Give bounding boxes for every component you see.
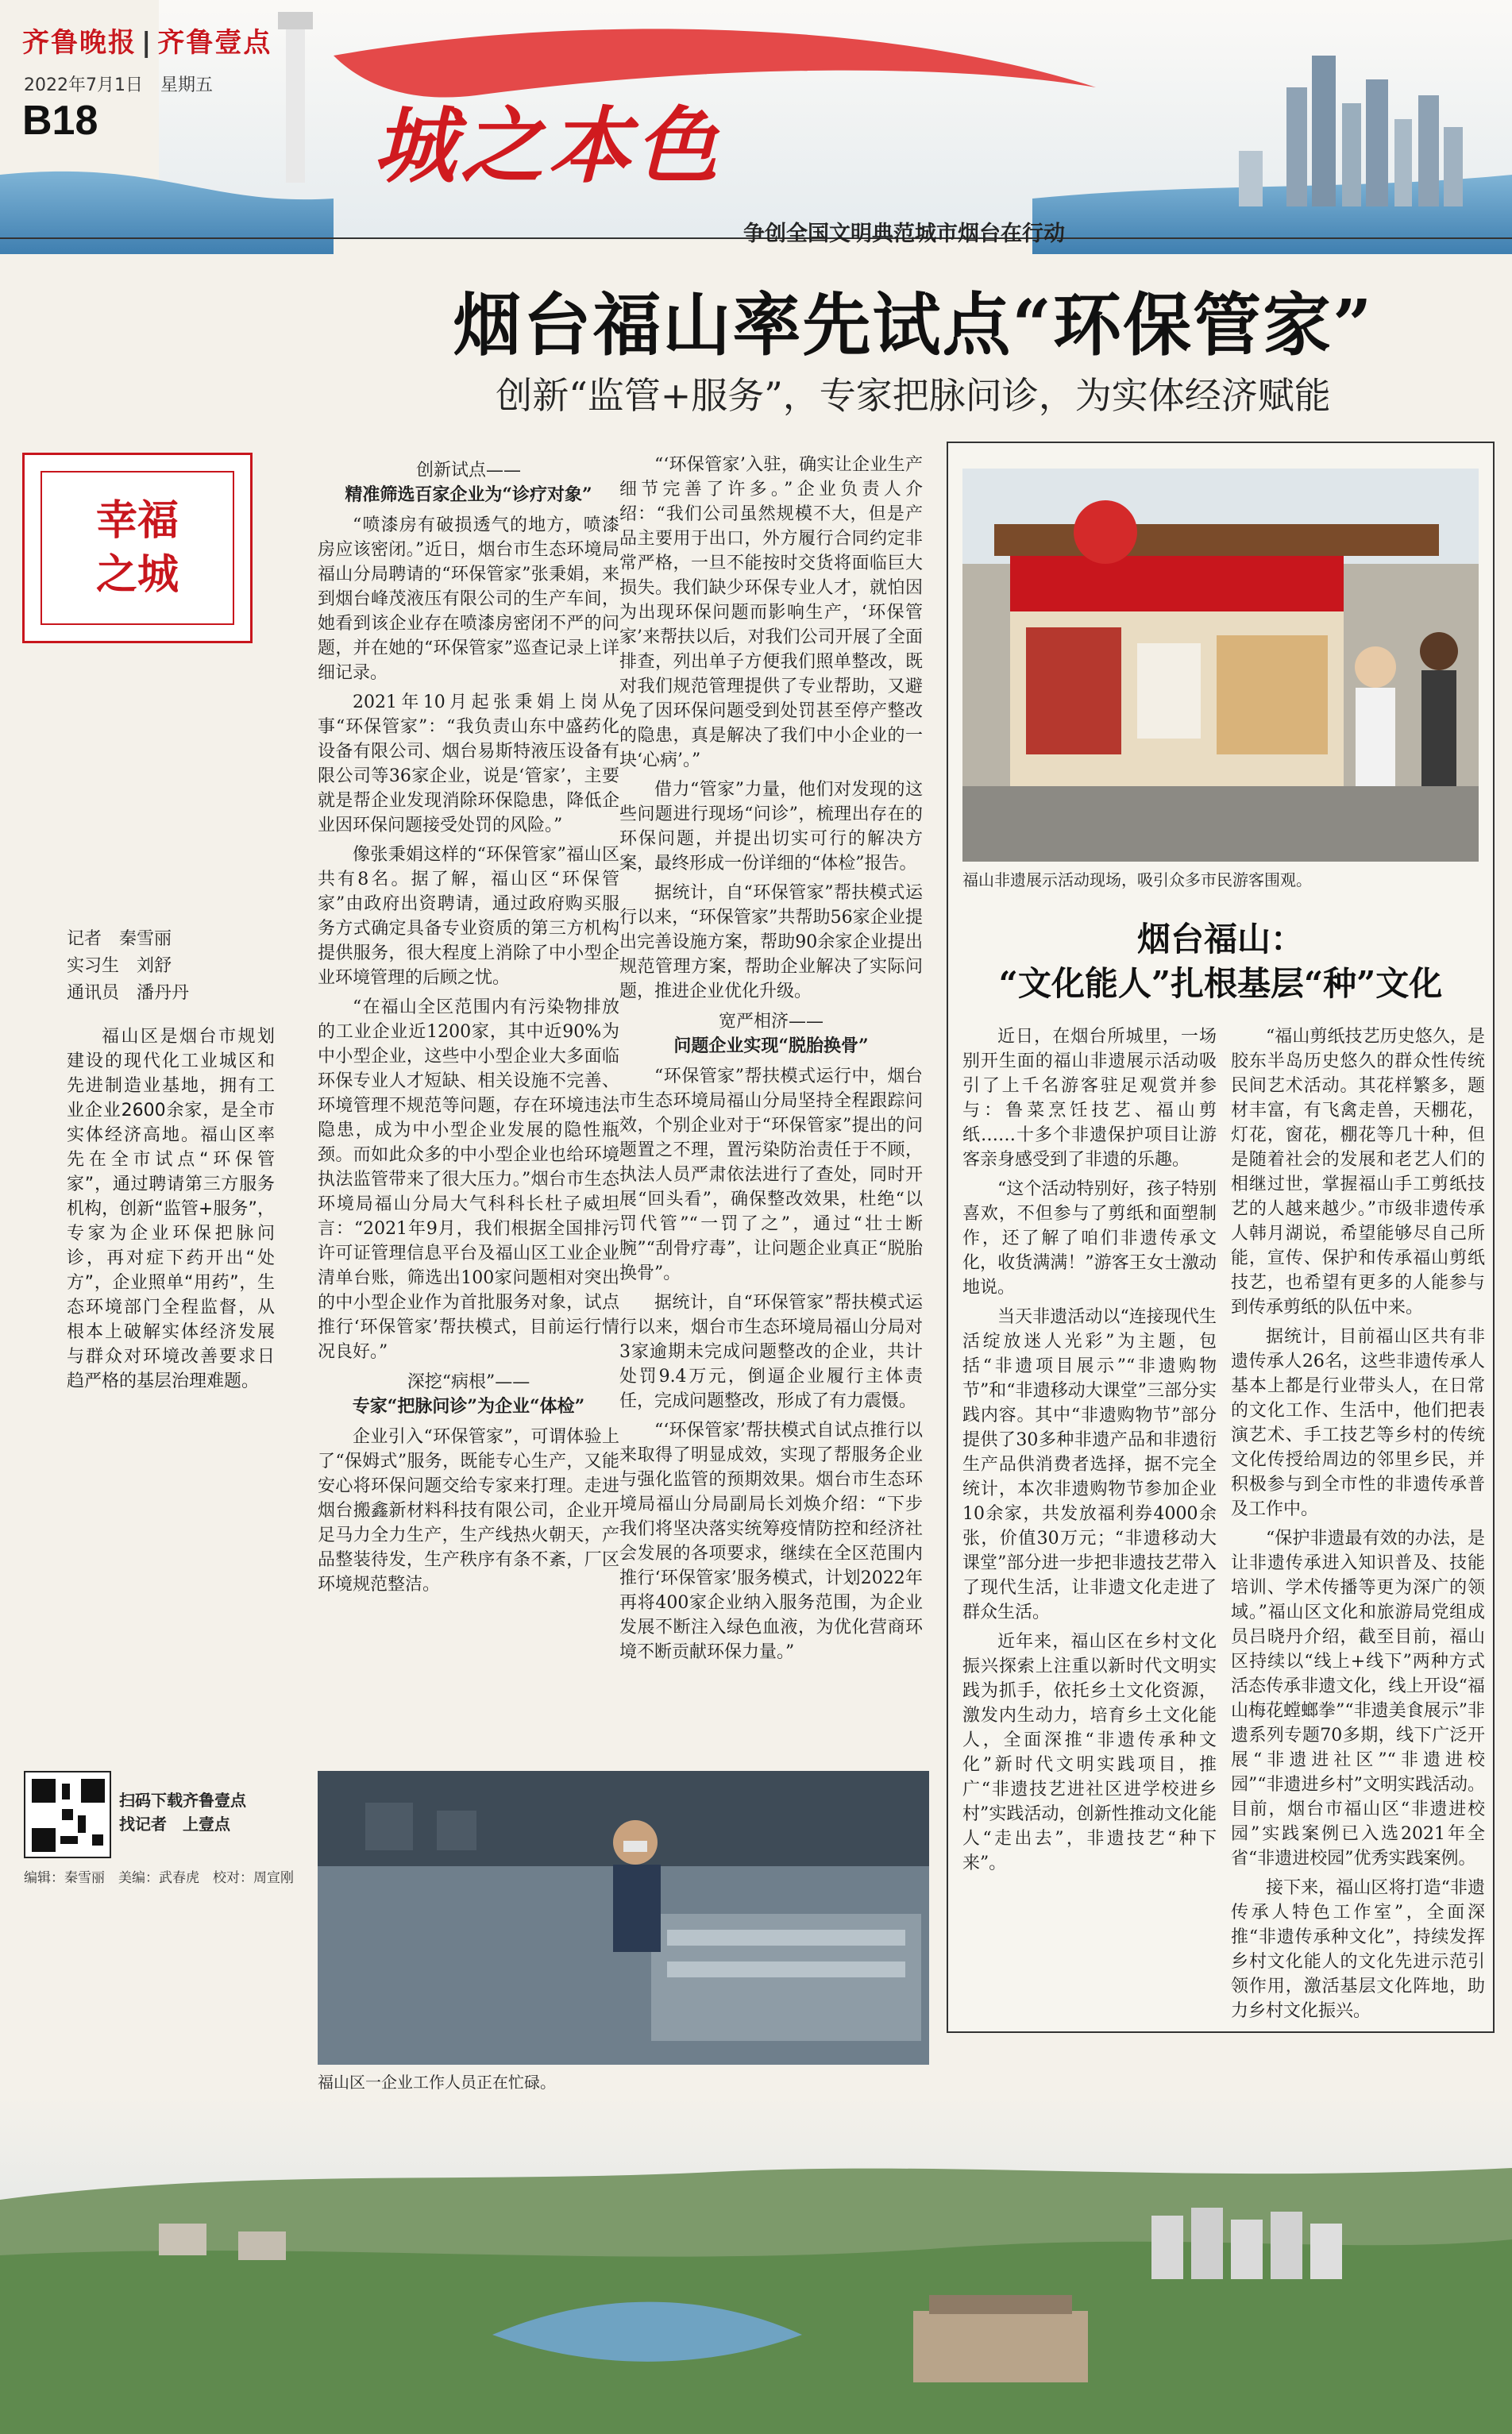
paragraph: “环保管家”帮扶模式运行中，烟台市生态环境局福山分局坚持全程跟踪问效，个别企业对于“环保管家”提出的问题置之不理，置污染防治责任于不顾，执法人员严肃依法进行了查处，同时开展“回头看”，确保整改效果，杜绝“以罚代管”“一罚了之”，通过“壮士断腕”“刮骨疗毒”，让问题企业真正“脱胎换骨”。 [619, 1067, 923, 1283]
section-kicker: 深挖“病根”—— [407, 1372, 530, 1392]
paragraph: 企业引入“环保管家”，可谓体验上了“保姆式”服务，既能专心生产，又能安心将环保问题交给专家来打理。走进烟台搬鑫新材料科技有限公司，企业开足马力全力生产，生产线热火朝天，产品整装待发，生产秩序有条不紊，厂区环境规范整洁。 [318, 1427, 619, 1595]
section-subtitle: 争创全国文明典范城市烟台在行动 [743, 222, 1065, 246]
brand-left: 齐鲁晚报 [22, 27, 137, 59]
qr-line-2: 找记者 上壹点 [119, 1815, 230, 1834]
heritage-photo-caption: 福山非遗展示活动现场，吸引众多市民游客围观。 [962, 870, 1312, 889]
paragraph: “在福山全区范围内有污染物排放的工业企业近1200家，其中近90%为中小型企业，这些中小型企业大多面临环保专业人才短缺、相关设施不完善、环境管理不规范等问题，存在环境违法隐患，成为中小型企业发展的隐性瓶颈。而如此众多的中小型企业也给环境执法监管带来了很大压力。”烟台市生态环境局福山分局大气科科长杜子威坦言：“2021年9月，我们根据全国排污许可证管理信息平台及福山区工业企业清单台账，筛选出100家问题相对突出的中小型企业作为首批服务对象，试点推行‘环保管家’帮扶模式，目前运行情况良好。” [318, 997, 619, 1362]
byline-reporter: 记者 秦雪丽 [67, 929, 172, 949]
section-title: 专家“把脉问诊”为企业“体检” [352, 1396, 585, 1417]
headline: 烟台福山率先试点“环保管家” [453, 285, 1374, 365]
brand-logo: 齐鲁晚报 | 齐鲁壹点 [22, 27, 272, 59]
byline [67, 926, 189, 1007]
paragraph: 像张秉娟这样的“环保管家”福山区共有8名。据了解，福山区“环保管家”由政府出资聘请，通过政府购买服务方式确定具备专业资质的第三方机构提供服务，很大程度上消除了中小型企业环境管理的后顾之忧。 [318, 845, 619, 988]
paragraph: “这个活动特别好，孩子特别喜欢，不但参与了剪纸和面塑制作，还了解了咱们非遗传承文化，收货满满！”游客王女士激动地说。 [962, 1179, 1217, 1298]
byline-intern: 实习生 刘舒 [67, 956, 172, 976]
paragraph: 据统计，目前福山区共有非遗传承人26名，这些非遗传承人基本上都是行业带头人，在日常的文化工作、生活中，他们把表演艺术、手工技艺等乡村的传统文化传授给周边的邻里乡民，并积极参与到全市性的非遗传承普及工作中。 [1231, 1327, 1485, 1519]
page-credits: 编辑：秦雪丽 美编：武春虎 校对：周宣刚 [24, 1870, 294, 1886]
section-title: 精准筛选百家企业为“诊疗对象” [345, 484, 592, 505]
subheadline: 创新“监管+服务”，专家把脉问诊，为实体经济赋能 [496, 374, 1331, 417]
qr-code[interactable] [24, 1771, 111, 1858]
section-kicker: 宽严相济—— [718, 1012, 824, 1032]
sidebar-story-title-line2: “文化能人”扎根基层“种”文化 [998, 964, 1443, 1003]
paragraph: “福山剪纸技艺历史悠久，是胶东半岛历史悠久的群众性传统民间艺术活动。其花样繁多，题材丰富，有飞禽走兽，天棚花，灯花，窗花，棚花等几十种，但是随着社会的发展和老艺人们的相继过世，掌握福山手工剪纸技艺的人越来越少。”市级非遗传承人韩月湖说，希望能够尽自己所能，宣传、保护和传承福山剪纸技艺，也希望有更多的人能参与到传承剪纸的队伍中来。 [1231, 1027, 1485, 1317]
section-heading-3 [619, 1010, 923, 1058]
article-column-2 [619, 453, 923, 1669]
paragraph: “喷漆房有破损透气的地方，喷漆房应该密闭。”近日，烟台市生态环境局福山分局聘请的“环保管家”张秉娟，来到烟台峰茂液压有限公司的生产车间，她看到该企业存在喷漆房密闭不严的问题，并在她的“环保管家”巡查记录上详细记录。 [318, 515, 619, 683]
intro-paragraph: 福山区是烟台市规划建设的现代化工业城区和先进制造业基地，拥有工业企业2600余家，是全市实体经济高地。福山区率先在全市试点“环保管家”，通过聘请第三方服务机构，创新“监管+服务”，专家为企业环保把脉问诊，再对症下药开出“处方”，企业照单“用药”，生态环境部门全程监督，从根本上破解实体经济发展与群众对环境改善要求日趋严格的基层治理难题。 [67, 1027, 275, 1391]
brand-right: 齐鲁壹点 [157, 27, 272, 59]
section-heading-1 [318, 459, 619, 507]
column-tag [22, 453, 253, 643]
paragraph: 借力“管家”力量，他们对发现的这些问题进行现场“问诊”，梳理出存在的环保问题，并提出切实可行的解决方案，最终形成一份详细的“体检”报告。 [619, 780, 923, 874]
column-tag-text: 幸福之城 [95, 496, 179, 599]
section-kicker: 创新试点—— [415, 461, 521, 480]
paragraph: 当天非遗活动以“连接现代生活绽放迷人光彩”为主题，包括“非遗项目展示”“非遗购物节”和“非遗移动大课堂”三部分实践内容。其中“非遗购物节”部分提供了30多种非遗产品和非遗衍生产品供消费者选择，据不完全统计，本次非遗购物节参加企业10余家，共发放福利券4000余张，价值30万元；“非遗移动大课堂”部分进一步把非遗技艺带入了现代生活，让非遗文化走进了群众生活。 [962, 1307, 1217, 1622]
article-column-1 [318, 453, 619, 1602]
paragraph: “保护非遗最有效的办法，是让非遗传承进入知识普及、技能培训、学术传播等更为深广的领域。”福山区文化和旅游局党组成员吕晓丹介绍，截至目前，福山区持续以“线上+线下”两种方式活态传承非遗文化，线上开设“福山梅花螳螂拳”“非遗美食展示”非遗系列专题70多期，线下广泛开展“非遗进社区”“非遗进校园”“非遗进乡村”文明实践活动。目前，烟台市福山区“非遗进校园”实践案例已入选2021年全省“非遗进校园”优秀实践案例。 [1231, 1529, 1485, 1869]
sidebar-column-1 [962, 1024, 1217, 1880]
paragraph: 据统计，自“环保管家”帮扶模式运行以来，“环保管家”共帮助56家企业提出完善设施方案，帮助90余家企业提出规范管理方案，帮助企业解决了实际问题，推进企业优化升级。 [619, 883, 923, 1001]
paragraph: “‘环保管家’帮扶模式自试点推行以来取得了明显成效，实现了帮服务企业与强化监管的预期效果。烟台市生态环境局福山分局副局长刘焕介绍：“下步我们将坚决落实统筹疫情防控和经济社会发展的各项要求，继续在全区范围内推行‘环保管家’服务模式，计划2022年再将400家企业纳入服务范围，为企业发展不断注入绿色血液，为优化营商环境不断贡献环保力量。” [619, 1421, 923, 1662]
masthead [0, 0, 1512, 278]
issue-date: 2022年7月1日 星期五 [24, 75, 213, 95]
qr-line-1: 扫码下载齐鲁壹点 [119, 1791, 246, 1810]
sidebar-column-2 [1231, 1024, 1485, 2028]
sidebar-story-title-line1: 烟台福山： [1136, 920, 1304, 959]
city-panorama-photo [0, 2096, 1512, 2434]
paragraph: 近年来，福山区在乡村文化振兴探索上注重以新时代文明实践为抓手，依托乡土文化资源，激发内生动力，培育乡土文化能人，全面深推“非遗传承种文化”新时代文明实践项目，推广“非遗技艺进社区进学校进乡村”实践活动，创新性推动文化能人“走出去”，非遗技艺“种下来”。 [962, 1632, 1217, 1873]
section-title: 问题企业实现“脱胎换骨” [673, 1036, 869, 1056]
section-heading-2 [318, 1371, 619, 1418]
page-number: B18 [22, 98, 98, 144]
paragraph: 2021年10月起张秉娟上岗从事“环保管家”：“我负责山东中盛药化设备有限公司、烟台易斯特液压设备有限公司等36家企业，说是‘管家’，主要就是帮企业发现消除环保隐患，降低企业因环保问题接受处罚的风险。” [318, 692, 619, 835]
heritage-exhibition-photo [962, 469, 1479, 862]
factory-worker-photo [318, 1771, 929, 2065]
paragraph: “‘环保管家’入驻，确实让企业生产细节完善了许多。”企业负责人介绍：“我们公司虽然规模不大，但是产品主要用于出口，外方履行合同约定非常严格，一旦不能按时交货将面临巨大损失。我们缺少环保专业人才，就怕因为出现环保问题而影响生产，‘环保管家’来帮扶以后，对我们公司开展了全面排查，列出单子方便我们照单整改，既对我们规范管理提供了专业帮助，又避免了因环保问题受到处罚甚至停产整改的隐患，真是解决了我们中小企业的一块‘心病’。” [619, 455, 923, 770]
paragraph: 近日，在烟台所城里，一场别开生面的福山非遗展示活动吸引了上千名游客驻足观赏并参与：鲁菜烹饪技艺、福山剪纸……十多个非遗保护项目让游客亲身感受到了非遗的乐趣。 [962, 1027, 1217, 1170]
paragraph: 据统计，自“环保管家”帮扶模式运行以来，烟台市生态环境局福山分局对3家逾期未完成问题整改的企业，共计处罚9.4万元，倒逼企业履行主体责任，完成问题整改，形成了有力震慑。 [619, 1293, 923, 1411]
byline-correspondent: 通讯员 潘丹丹 [67, 983, 190, 1003]
factory-photo-caption: 福山区一企业工作人员正在忙碌。 [318, 2073, 556, 2092]
paragraph: 接下来，福山区将打造“非遗传承人特色工作室”，全面深推“非遗传承种文化”，持续发挥乡村文化能人的文化先进示范引领作用，激活基层文化阵地，助力乡村文化振兴。 [1231, 1878, 1485, 2021]
qr-caption [119, 1788, 246, 1836]
section-title: 城之本色 [373, 97, 723, 195]
